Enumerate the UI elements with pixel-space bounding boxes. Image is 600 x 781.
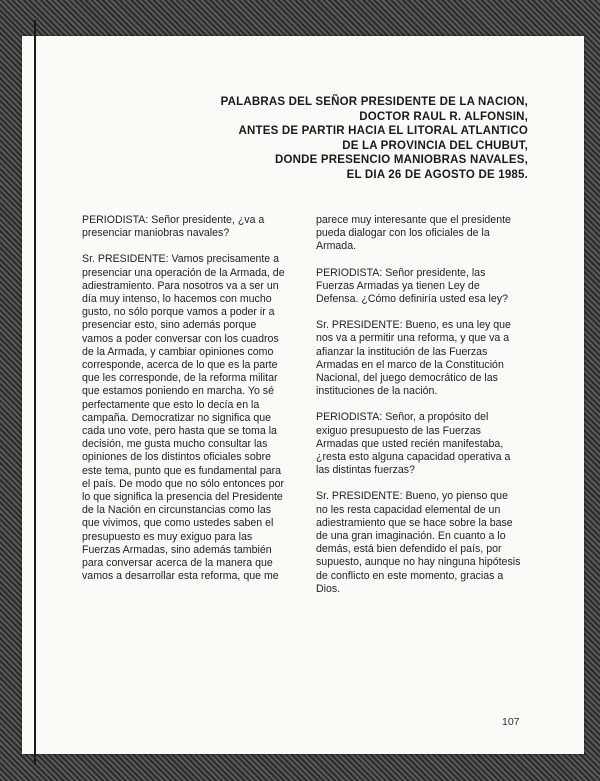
heading-line: PALABRAS DEL SEÑOR PRESIDENTE DE LA NACION,	[220, 96, 528, 108]
paragraph: PERIODISTA: Señor, a propósito del exiguo presupuesto de las Fuerzas Armadas que usted recién manifestaba, ¿resta esto alguna capacidad operativa a las distintas fuerzas?	[316, 411, 511, 477]
heading-line: EL DIA 26 DE AGOSTO DE 1985.	[346, 168, 528, 181]
binding-edge-line	[34, 20, 36, 765]
heading-line: ANTES DE PARTIR HACIA EL LITORAL ATLANTICO	[238, 125, 528, 137]
paragraph: Sr. PRESIDENTE: Bueno, es una ley que nos va a permitir una reforma, y que va a afianzar la institución de las Fuerzas Armadas en el marco de la Constitución Nacional, del juego democrático de las instituciones de la nación.	[316, 319, 511, 398]
right-text-column	[316, 214, 521, 609]
paragraph: parece muy interesante que el presidente pueda dialogar con los oficiales de la Armada.	[316, 214, 511, 253]
heading-line: DOCTOR RAUL R. ALFONSIN,	[359, 110, 528, 123]
paragraph: Sr. PRESIDENTE: Vamos precisamente a presenciar una operación de la Armada, de adiestramiento. Para nosotros va a ser un día muy intenso, lo hacemos con mucho gusto, no sólo porque vamos a poder ir a presenciar esto, sino además porque vamos a poder conversar con los cuadros de la Armada, y cambiar opiniones como corresponde, acerca de lo que es la parte que les corresponde, de la reforma militar que estamos poniendo en marcha. Yo sé perfectamente que esto lo decía en la campaña. Democratizar no significa que cada uno vote, pero hasta que se toma la decisión, me gusta mucho consultar las opiniones de los distintos oficiales sobre este tema, punto que es fundamental para el país. De modo que no sólo entonces por lo que significa la presencia del Presidente de la Nación en circunstancias como las que vivimos, que como ustedes saben el presupuesto es muy exiguo para las Fuerzas Armadas, sino además también para conversar acerca de la manera que vamos a desarrollar esta reforma, que me	[82, 253, 285, 583]
paragraph: PERIODISTA: Señor presidente, ¿va a presenciar maniobras navales?	[82, 214, 265, 240]
left-text-column	[82, 214, 287, 596]
speech-heading	[188, 95, 528, 182]
paragraph: PERIODISTA: Señor presidente, las Fuerzas Armadas ya tienen Ley de Defensa. ¿Cómo definiría usted esa ley?	[316, 266, 508, 306]
paragraph: Sr. PRESIDENTE: Bueno, yo pienso que no les resta capacidad elemental de un adiestramiento que se hace sobre la base de una gran imaginación. En cuanto a lo demás, está bien defendido el país, por supuesto, aunque no hay ninguna hipótesis de conflicto en este momento, gracias a Dios.	[316, 490, 521, 595]
heading-line: DONDE PRESENCIO MANIOBRAS NAVALES,	[274, 154, 528, 166]
heading-line: DE LA PROVINCIA DEL CHUBUT,	[342, 139, 528, 152]
page-number: 107	[502, 716, 520, 728]
